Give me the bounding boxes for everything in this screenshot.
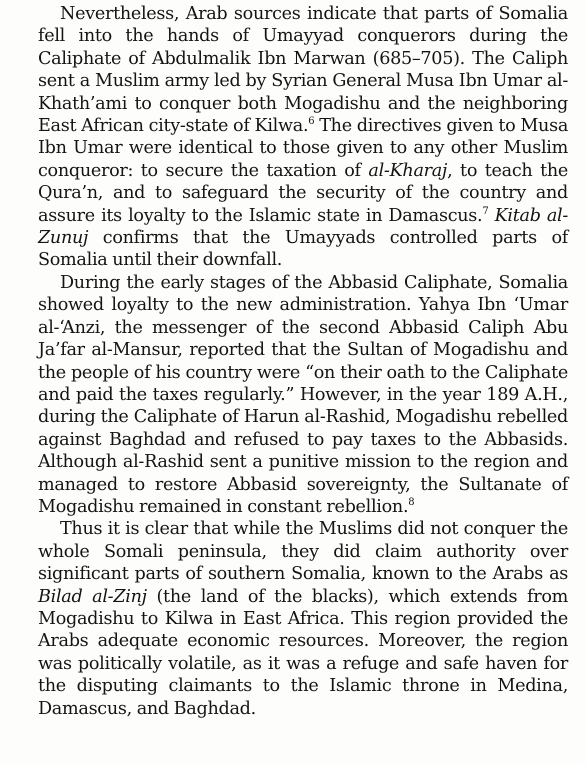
footnote-marker: 7 (482, 205, 489, 217)
paragraph-abbasid (38, 272, 568, 518)
footnote-marker: 8 (408, 496, 415, 508)
text-run: , to teach the Qura’n, and to safeguard the security of the country and assure its loyalty to the Islamic state in Damascus. (38, 160, 568, 226)
paragraph-umayyad (38, 3, 568, 272)
text-run: (the land of the blacks), which extends from Mogadishu to Kilwa in East Africa. This region provided the Arabs adequate economic resources. Moreover, the region was politically volatile, as it was a refuge and safe haven for the disputing claimants to the Islamic throne in Medina, Damascus, and Baghdad. (38, 586, 568, 719)
italic-term: Kitab al-Zunuj (38, 205, 569, 249)
page-text (38, 3, 568, 720)
italic-term: Bilad al-Zinj (38, 586, 147, 607)
footnote-marker: 6 (308, 116, 315, 128)
text-run: During the early stages of the Abbasid Caliphate, Somalia showed loyalty to the new administration. Yahya Ibn ‘Umar al-‘Anzi, the messenger of the second Abbasid Caliph Abu Ja’far al-Mansur, reported that the Sultan of Mogadishu and the people of his country were “on their oath to the Caliphate and paid the taxes regularly.” However, in the year 189 A.H., during the Caliphate of Harun al-Rashid, Mogadishu rebelled against Baghdad and refused to pay taxes to the Abbasids. Although al-Rashid sent a punitive mission to the region and managed to restore Abbasid sovereignty, the Sultanate of Mogadishu remained in constant rebellion. (38, 272, 568, 517)
text-run: confirms that the Umayyads controlled parts of Somalia until their downfall. (38, 228, 568, 271)
text-run: Thus it is clear that while the Muslims did not conquer the whole Somali peninsula, they did claim authority over significant parts of southern Somalia, known to the Arabs as (38, 519, 568, 585)
paragraph-conclusion (38, 518, 568, 720)
text-run: The directives given to Musa Ibn Umar were identical to those given to any other Muslim conqueror: to secure the taxation of (38, 116, 569, 181)
italic-term: al-Kharaj (368, 160, 448, 181)
text-run: Nevertheless, Arab sources indicate that parts of Somalia fell into the hands of Umayyad conquerors during the Caliphate of Abdulmalik Ibn Marwan (685–705). The Caliph sent a Muslim army led by Syrian General Musa Ibn Umar al-Khath’ami to conquer both Mogadishu and the neighboring East African city-state of Kilwa. (38, 4, 568, 137)
